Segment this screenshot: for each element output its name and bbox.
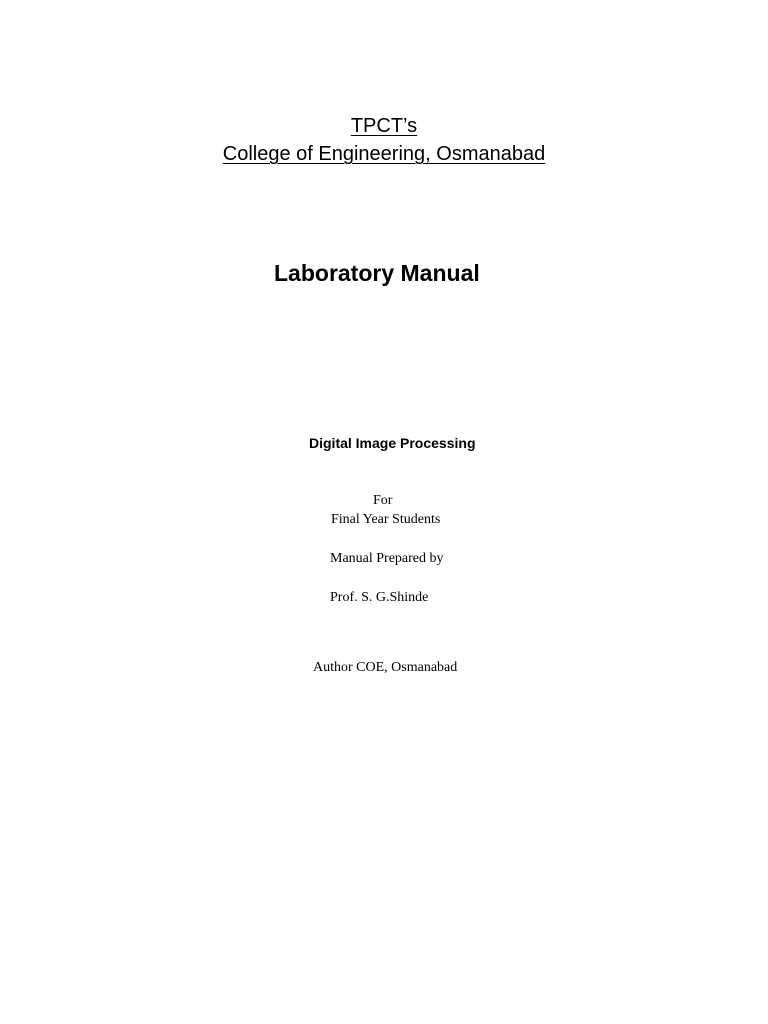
author-name: Prof. S. G.Shinde (330, 590, 429, 605)
author-affiliation: Author COE, Osmanabad (313, 660, 458, 675)
trust-name: TPCT’s (350, 115, 418, 137)
for-label: For (373, 493, 393, 508)
prepared-by-label: Manual Prepared by (330, 551, 444, 566)
college-name: College of Engineering, Osmanabad (222, 143, 546, 165)
audience-label: Final Year Students (331, 512, 441, 527)
subject-title: Digital Image Processing (309, 435, 476, 451)
page-title: Laboratory Manual (274, 260, 480, 286)
